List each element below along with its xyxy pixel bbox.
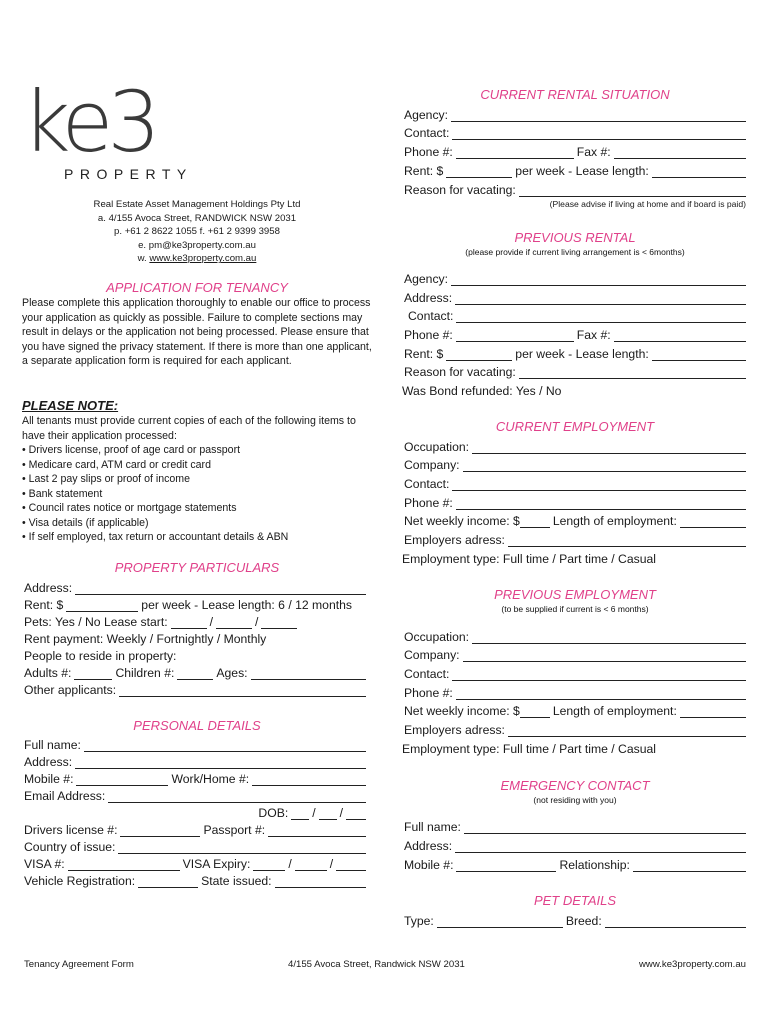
property-rent-row xyxy=(24,596,366,612)
pr-contact-row xyxy=(408,307,746,323)
note-item: • Drivers license, proof of age card or passport xyxy=(22,444,241,456)
dob-month-field[interactable] xyxy=(319,807,337,820)
dob-label: DOB: xyxy=(258,806,289,820)
previous-employment-heading: PREVIOUS EMPLOYMENT xyxy=(494,587,656,602)
children-label: Children #: xyxy=(115,666,175,680)
ce-contact-label: Contact: xyxy=(404,477,450,491)
ce-phone-label: Phone #: xyxy=(404,496,453,510)
cr-reason-label: Reason for vacating: xyxy=(404,183,516,197)
pr-phone-field[interactable] xyxy=(456,329,574,342)
ce-length-field[interactable] xyxy=(680,515,746,528)
application-heading: APPLICATION FOR TENANCY xyxy=(106,280,288,295)
pet-heading: PET DETAILS xyxy=(533,893,617,908)
ce-type-row xyxy=(402,550,744,566)
email-label: Email Address: xyxy=(24,789,106,803)
lease-start-month-field[interactable] xyxy=(216,616,252,629)
cr-phone-row xyxy=(404,143,746,159)
pe-company-label: Company: xyxy=(404,648,460,662)
company-email: e. pm@ke3property.com.au xyxy=(138,239,256,251)
ages-label: Ages: xyxy=(216,666,248,680)
ce-occupation-label: Occupation: xyxy=(404,440,470,454)
pe-contact-field[interactable] xyxy=(452,668,746,681)
country-field[interactable] xyxy=(118,841,366,854)
pe-employer-address-label: Employers adress: xyxy=(404,723,505,737)
cr-agency-field[interactable] xyxy=(451,109,746,122)
mobile-row xyxy=(24,770,366,786)
property-pets-row: Pets: Yes / No Lease start: / / xyxy=(24,613,366,629)
email-row xyxy=(24,787,366,803)
visa-expiry-month-field[interactable] xyxy=(295,858,327,871)
cr-phone-field[interactable] xyxy=(456,146,574,159)
logo-tagline: PROPERTY xyxy=(64,166,193,182)
pe-length-field[interactable] xyxy=(680,705,746,718)
ce-occupation-row xyxy=(404,438,746,454)
visa-expiry-label: VISA Expiry: xyxy=(182,857,251,871)
pe-income-label: Net weekly income: $ xyxy=(404,704,520,718)
vehicle-row xyxy=(24,872,366,888)
work-home-label: Work/Home #: xyxy=(171,772,250,786)
pr-fax-label: Fax #: xyxy=(576,328,611,342)
company-name: Real Estate Asset Management Holdings Pty Ltd xyxy=(93,199,301,210)
pr-phone-row xyxy=(404,326,746,342)
ec-mobile-label: Mobile #: xyxy=(404,858,454,872)
adults-field[interactable] xyxy=(74,667,112,680)
visa-field[interactable] xyxy=(68,858,180,871)
pr-rent-label: Rent: $ xyxy=(404,347,444,361)
pr-rent-field[interactable] xyxy=(446,348,512,361)
note-item: • Bank statement xyxy=(22,487,103,500)
pr-phone-label: Phone #: xyxy=(404,328,453,342)
pr-lease-length-field[interactable] xyxy=(652,348,746,361)
ce-length-label: Length of employment: xyxy=(552,514,677,528)
ce-company-label: Company: xyxy=(404,458,460,472)
dob-year-field[interactable] xyxy=(346,807,366,820)
personal-address-field[interactable] xyxy=(75,756,366,769)
please-note-heading: PLEASE NOTE: xyxy=(22,398,119,413)
country-row xyxy=(24,838,366,854)
company-address: a. 4/155 Avoca Street, RANDWICK NSW 2031 xyxy=(97,212,297,224)
dob-row: DOB: / / xyxy=(24,804,366,820)
ce-contact-row xyxy=(404,475,746,491)
ec-relationship-field[interactable] xyxy=(633,859,746,872)
ages-field[interactable] xyxy=(251,667,366,680)
adults-label: Adults #: xyxy=(24,666,72,680)
footer-website[interactable]: www.ke3property.com.au xyxy=(639,959,746,970)
ec-full-name-field[interactable] xyxy=(464,821,746,834)
pr-reason-field[interactable] xyxy=(519,366,746,379)
other-applicants-label: Other applicants: xyxy=(24,683,117,697)
pet-type-label: Type: xyxy=(404,914,434,928)
cr-contact-label: Contact: xyxy=(404,126,450,140)
previous-employment-note: (to be supplied if current is < 6 months) xyxy=(501,604,649,614)
rent-payment-label: Rent payment: Weekly / Fortnightly / Monthly xyxy=(24,632,267,646)
company-logo: ke3 xyxy=(22,73,155,171)
ec-relationship-label: Relationship: xyxy=(559,858,630,872)
pe-income-row xyxy=(404,702,746,718)
pe-company-row xyxy=(404,646,746,662)
emergency-heading: EMERGENCY CONTACT xyxy=(500,778,650,793)
pr-address-label: Address: xyxy=(404,291,453,305)
ec-full-name-label: Full name: xyxy=(404,820,461,834)
ec-address-row xyxy=(404,837,746,853)
pe-phone-label: Phone #: xyxy=(404,686,453,700)
work-home-field[interactable] xyxy=(252,773,366,786)
property-address-row xyxy=(24,579,366,595)
pet-breed-label: Breed: xyxy=(565,914,602,928)
pe-income-field[interactable] xyxy=(520,705,550,718)
license-field[interactable] xyxy=(120,824,200,837)
property-heading: PROPERTY PARTICULARS xyxy=(114,560,280,575)
pr-agency-label: Agency: xyxy=(404,272,449,286)
ce-income-field[interactable] xyxy=(520,515,550,528)
pe-contact-row xyxy=(404,665,746,681)
pe-employer-address-row xyxy=(404,721,746,737)
ce-income-label: Net weekly income: $ xyxy=(404,514,520,528)
property-occupants-row xyxy=(24,664,366,680)
pr-bond-row xyxy=(402,382,744,398)
pe-employer-address-field[interactable] xyxy=(508,724,746,737)
cr-lease-length-field[interactable] xyxy=(652,165,746,178)
visa-expiry-year-field[interactable] xyxy=(336,858,366,871)
country-label: Country of issue: xyxy=(24,840,116,854)
lease-start-day-field[interactable] xyxy=(171,616,207,629)
ec-address-label: Address: xyxy=(404,839,453,853)
pe-length-label: Length of employment: xyxy=(552,704,677,718)
property-people-row xyxy=(24,647,366,663)
children-field[interactable] xyxy=(177,667,213,680)
note-item: • If self employed, tax return or accountant details & ABN xyxy=(22,531,289,543)
personal-address-row xyxy=(24,753,366,769)
ce-employer-address-row xyxy=(404,531,746,547)
company-web-prefix: w. xyxy=(137,253,150,265)
company-web-row xyxy=(22,252,372,266)
cr-reason-row xyxy=(404,181,746,197)
dob-day-field[interactable] xyxy=(291,807,309,820)
please-note-list xyxy=(22,414,372,545)
cr-phone-label: Phone #: xyxy=(404,145,453,159)
cr-reason-field[interactable] xyxy=(519,184,746,197)
other-applicants-row xyxy=(24,681,366,697)
mobile-label: Mobile #: xyxy=(24,772,74,786)
pr-contact-label: Contact: xyxy=(408,309,454,323)
ec-mobile-row xyxy=(404,856,746,872)
pr-reason-label: Reason for vacating: xyxy=(404,365,516,379)
full-name-row xyxy=(24,736,366,752)
ec-full-name-row xyxy=(404,818,746,834)
ce-income-row xyxy=(404,512,746,528)
cr-agency-row xyxy=(404,106,746,122)
pe-occupation-row xyxy=(404,628,746,644)
property-address-field[interactable] xyxy=(75,582,366,595)
please-note-intro: All tenants must provide current copies of each of the following items to have their application processed: xyxy=(22,415,356,442)
previous-rental-heading: PREVIOUS RENTAL xyxy=(514,230,636,245)
pr-bond-label: Was Bond refunded: Yes / No xyxy=(402,384,562,398)
passport-field[interactable] xyxy=(268,824,366,837)
note-item: • Visa details (if applicable) xyxy=(22,516,149,529)
ce-employer-address-field[interactable] xyxy=(508,534,746,547)
ce-company-field[interactable] xyxy=(463,459,746,472)
pe-company-field[interactable] xyxy=(463,649,746,662)
cr-contact-row xyxy=(404,124,746,140)
visa-expiry-day-field[interactable] xyxy=(253,858,285,871)
pr-agency-row xyxy=(404,270,746,286)
current-rental-heading: CURRENT RENTAL SITUATION xyxy=(480,87,670,102)
cr-fax-label: Fax #: xyxy=(576,145,611,159)
ce-employer-address-label: Employers adress: xyxy=(404,533,505,547)
personal-address-label: Address: xyxy=(24,755,73,769)
ce-phone-row xyxy=(404,494,746,510)
previous-rental-note: (please provide if current living arrangement is < 6months) xyxy=(465,247,685,257)
email-field[interactable] xyxy=(108,790,366,803)
application-intro: Please complete this application thoroughly to enable our office to process your application as quickly as possible. Failure to complete sections may result in delays or the application not being processed. Please ensure that you have signed the privacy statement. If there is more than one applicant, a separate application form is required for each applicant. xyxy=(22,297,372,368)
cr-rent-row xyxy=(404,162,746,178)
lease-start-year-field[interactable] xyxy=(261,616,297,629)
emergency-note: (not residing with you) xyxy=(533,795,617,805)
property-rent-field[interactable] xyxy=(66,599,138,612)
pr-per-week-label: per week - Lease length: xyxy=(515,347,649,361)
ce-occupation-field[interactable] xyxy=(472,441,746,454)
vehicle-label: Vehicle Registration: xyxy=(24,874,136,888)
pe-occupation-field[interactable] xyxy=(472,631,746,644)
cr-rent-field[interactable] xyxy=(446,165,512,178)
cr-fax-field[interactable] xyxy=(614,146,746,159)
property-per-week-label: per week - Lease length: 6 / 12 months xyxy=(141,598,352,612)
property-pets-label: Pets: Yes / No Lease start: xyxy=(24,615,168,629)
cr-note: (Please advise if living at home and if board is paid) xyxy=(549,199,746,209)
personal-heading: PERSONAL DETAILS xyxy=(133,718,261,733)
ce-type-label: Employment type: Full time / Part time / Casual xyxy=(402,552,656,566)
people-reside-label: People to reside in property: xyxy=(24,649,177,663)
pr-reason-row xyxy=(404,363,746,379)
property-payment-row xyxy=(24,630,366,646)
note-item: • Medicare card, ATM card or credit card xyxy=(22,458,211,471)
visa-label: VISA #: xyxy=(24,857,65,871)
company-phone: p. +61 2 8622 1055 f. +61 2 9399 3958 xyxy=(114,226,280,238)
current-employment-heading: CURRENT EMPLOYMENT xyxy=(495,419,655,434)
footer-form-name: Tenancy Agreement Form xyxy=(24,959,134,970)
pe-contact-label: Contact: xyxy=(404,667,450,681)
vehicle-field[interactable] xyxy=(138,875,198,888)
pr-contact-field[interactable] xyxy=(456,310,746,323)
pe-occupation-label: Occupation: xyxy=(404,630,470,644)
pet-type-field[interactable] xyxy=(437,915,563,928)
passport-label: Passport #: xyxy=(203,823,266,837)
pe-type-row xyxy=(402,740,744,756)
pet-row xyxy=(404,912,746,928)
pe-phone-row xyxy=(404,684,746,700)
cr-rent-label: Rent: $ xyxy=(404,164,444,178)
ce-company-row xyxy=(404,456,746,472)
pr-address-row xyxy=(404,289,746,305)
property-address-label: Address: xyxy=(24,581,73,595)
other-applicants-field[interactable] xyxy=(119,684,366,697)
state-field[interactable] xyxy=(275,875,366,888)
cr-per-week-label: per week - Lease length: xyxy=(515,164,649,178)
license-row xyxy=(24,821,366,837)
pr-agency-field[interactable] xyxy=(451,273,746,286)
pe-phone-field[interactable] xyxy=(456,687,746,700)
company-details xyxy=(22,198,372,266)
state-label: State issued: xyxy=(201,874,272,888)
pr-fax-field[interactable] xyxy=(614,329,746,342)
ec-address-field[interactable] xyxy=(455,840,746,853)
note-item: • Last 2 pay slips or proof of income xyxy=(22,473,190,485)
full-name-field[interactable] xyxy=(84,739,366,752)
pr-address-field[interactable] xyxy=(455,292,746,305)
property-rent-label: Rent: $ xyxy=(24,598,64,612)
visa-row: VISA #: VISA Expiry: / / xyxy=(24,855,366,871)
pet-breed-field[interactable] xyxy=(605,915,746,928)
company-web-link[interactable]: www.ke3property.com.au xyxy=(149,253,257,265)
license-label: Drivers license #: xyxy=(24,823,118,837)
ce-contact-field[interactable] xyxy=(452,478,746,491)
ec-mobile-field[interactable] xyxy=(456,859,556,872)
mobile-field[interactable] xyxy=(76,773,168,786)
pr-rent-row xyxy=(404,345,746,361)
cr-agency-label: Agency: xyxy=(404,108,449,122)
pe-type-label: Employment type: Full time / Part time / Casual xyxy=(402,742,656,756)
footer-address: 4/155 Avoca Street, Randwick NSW 2031 xyxy=(288,959,465,970)
note-item: • Council rates notice or mortgage statements xyxy=(22,502,237,514)
cr-contact-field[interactable] xyxy=(452,127,746,140)
full-name-label: Full name: xyxy=(24,738,81,752)
ce-phone-field[interactable] xyxy=(456,497,746,510)
